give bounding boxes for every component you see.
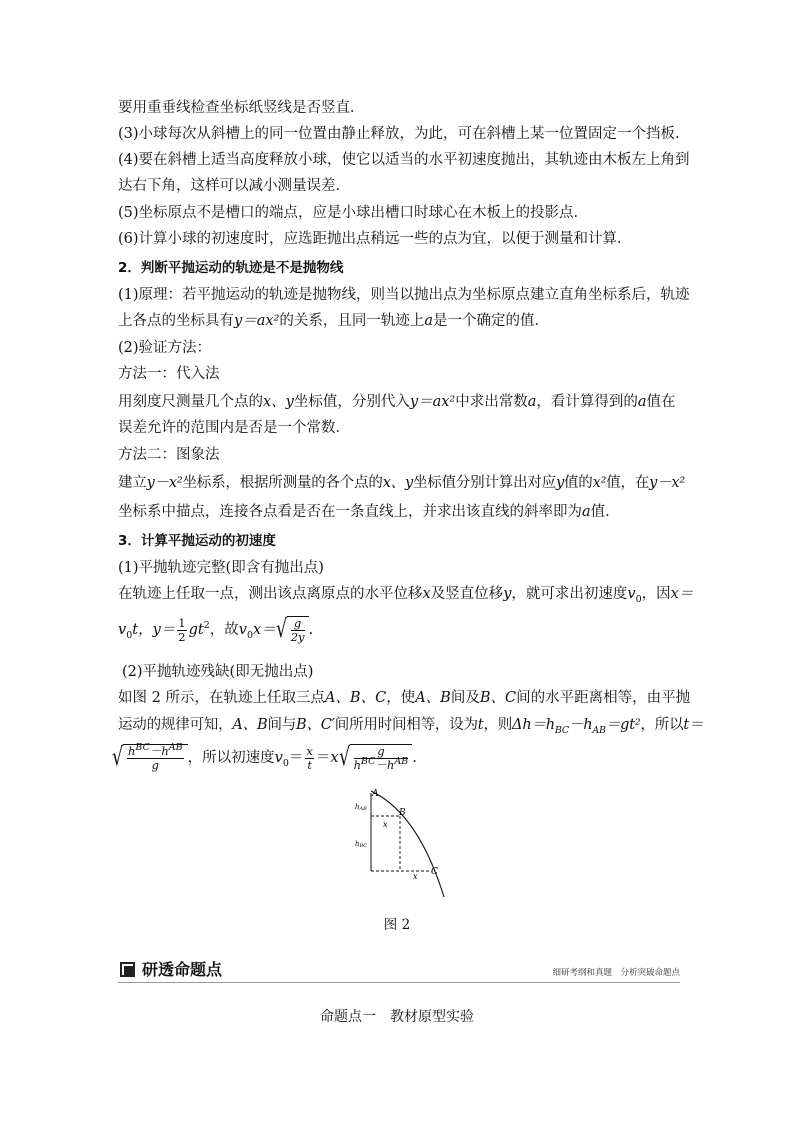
text-fragment: ，因 xyxy=(641,586,671,602)
numerator: $h^{BC}-h^{AB}$ xyxy=(128,742,183,758)
section-bar xyxy=(118,960,680,983)
superscript: BC xyxy=(360,756,376,768)
formula: y＝ax² xyxy=(234,313,280,329)
label-b: B xyxy=(399,808,406,818)
text-fragment: ，就可求出初速度 xyxy=(511,586,628,602)
text-fragment: 如图 2 所示，在轨迹上任取三点 xyxy=(118,690,325,706)
text-line: 要用重垂线检查坐标纸竖线是否竖直． xyxy=(118,100,365,116)
text-line: (3)小球每次从斜槽上的同一位置由静止释放，为此，可在斜槽上某一位置固定一个挡板． xyxy=(118,126,690,142)
section-heading: 2．判断平抛运动的轨迹是不是抛物线 xyxy=(118,260,344,276)
numerator: x xyxy=(306,743,313,758)
text-fragment: 值，在 xyxy=(606,475,650,491)
text-line: 达右下角，这样可以减小测量误差． xyxy=(118,178,350,194)
formula: ，y＝ xyxy=(138,622,176,638)
text-fragment: 运动的规律可知， xyxy=(118,717,233,733)
text-line xyxy=(118,688,690,708)
formula: gt xyxy=(188,622,204,638)
denominator: t xyxy=(307,757,312,772)
subscript: 0 xyxy=(635,593,642,605)
formula: x xyxy=(330,750,339,766)
topic-title: 命题点一 教材原型实验 xyxy=(320,1009,474,1025)
text-line: (1)平抛轨迹完整(即含有抛出点) xyxy=(118,560,324,576)
text-fragment: ，所以初速度 xyxy=(187,750,275,766)
text-fragment: 及竖直位移 xyxy=(430,586,504,602)
formula: A、B xyxy=(232,717,268,733)
text-fragment: ，故 xyxy=(209,622,239,638)
text-fragment: ，则 xyxy=(483,717,513,733)
section-icon xyxy=(120,962,135,977)
section-subtitle: 细研考纲和真题 分析突破命题点 xyxy=(552,968,680,978)
text-fragment: 值的 xyxy=(563,475,593,491)
subscript: 0 xyxy=(126,629,133,641)
formula: v xyxy=(274,750,283,766)
denominator: $h^{BC}-h^{AB}$ xyxy=(353,756,409,772)
formula: a xyxy=(582,504,591,520)
denominator: 2y xyxy=(290,630,305,644)
text-fragment: 间所用时间相等，设为 xyxy=(334,717,478,733)
text-fragment: 值在 xyxy=(646,394,676,410)
formula: y xyxy=(555,475,564,491)
text-line xyxy=(118,584,693,604)
trajectory-figure xyxy=(340,785,450,905)
text-fragment: 上各点的坐标具有 xyxy=(118,313,234,329)
text-fragment: ，所以 xyxy=(640,717,684,733)
text-line: (6)计算小球的初速度时，应选距抛出点稍远一些的点为宜，以便于测量和计算． xyxy=(118,231,632,247)
text-fragment: 间与 xyxy=(267,717,297,733)
square-root xyxy=(276,616,309,644)
text-line xyxy=(118,473,685,493)
formula: A、B、C xyxy=(324,690,387,706)
text-fragment: 是一个确定的值． xyxy=(432,313,549,329)
radical-sign: √ xyxy=(338,742,350,771)
subscript: BC xyxy=(554,724,569,736)
text-fragment: ，使 xyxy=(386,690,416,706)
subscript: AB xyxy=(592,724,606,736)
text-fragment: 用刻度尺测量几个点的 xyxy=(118,394,263,410)
superscript: 2 xyxy=(203,620,210,632)
text-line xyxy=(118,392,676,412)
text-fragment: 值． xyxy=(590,504,620,520)
subscript: 0 xyxy=(246,629,254,641)
text-fragment: ，看计算得到的 xyxy=(536,394,638,410)
formula: t xyxy=(477,717,484,733)
formula: B、C xyxy=(479,690,517,706)
fraction xyxy=(177,617,186,644)
formula: a xyxy=(637,394,647,410)
denominator: 2 xyxy=(178,629,186,644)
text-fragment: 坐标值，分别代入 xyxy=(293,394,410,410)
formula: a xyxy=(424,313,433,329)
formula: h xyxy=(128,744,136,758)
formula: y－x² xyxy=(649,475,685,491)
label-x-upper: x xyxy=(383,820,388,829)
numerator: g xyxy=(291,617,305,631)
formula: x、y xyxy=(382,475,413,491)
text-line: 误差允许的范围内是否是一个常数． xyxy=(118,420,350,436)
numerator: g xyxy=(354,745,409,759)
text-line: (2)验证方法： xyxy=(118,340,212,356)
formula: h xyxy=(161,744,169,758)
trajectory-curve xyxy=(371,791,444,897)
text-fragment: 间及 xyxy=(450,690,480,706)
numerator: 1 xyxy=(178,615,186,630)
text-line xyxy=(118,311,549,331)
subscript: 0 xyxy=(282,757,289,769)
text-line: √ $\frac{h^{BC}-h^{AB}}{g}$ ，所以初速度$v_0=$ $\frac{x}{t}$ ＝x √ $\frac{g}{h^{BC}-h^{AB}}$ . xyxy=(112,742,417,772)
formula: t＝ xyxy=(683,717,704,733)
formula: x² xyxy=(592,475,607,491)
denominator: g xyxy=(151,758,159,772)
label-h-ab: hAB xyxy=(355,803,367,812)
label-a: A xyxy=(372,789,379,799)
formula: y－x² xyxy=(146,475,183,491)
formula: y xyxy=(503,586,512,602)
text-fragment: 坐标值分别计算出对应 xyxy=(412,475,556,491)
superscript: BC xyxy=(135,742,150,754)
text-fragment: 坐标系中描点，连接各点看是否在一条直线上，并求出该直线的斜率即为 xyxy=(118,504,582,520)
formula: B、C′ xyxy=(296,717,335,733)
fraction xyxy=(291,617,305,644)
formula: v xyxy=(238,622,247,638)
formula: a xyxy=(527,394,537,410)
fraction xyxy=(127,742,184,772)
formula: x、y xyxy=(263,394,294,410)
text-fragment: 中求出常数 xyxy=(455,394,528,410)
section-title: 研透命题点 xyxy=(142,960,223,979)
formula: y＝ax² xyxy=(409,394,456,410)
radical-sign: √ xyxy=(112,742,124,771)
label-c: C xyxy=(431,867,438,877)
formula: ＝gt² xyxy=(605,717,641,733)
square-root xyxy=(112,744,188,772)
formula: x＝ xyxy=(253,622,276,638)
text-line: 方法二：图象法 xyxy=(118,447,220,463)
text-line xyxy=(118,715,703,735)
fraction xyxy=(305,745,314,772)
text-fragment: 在轨迹上任取一点，测出该点离原点的水平位移 xyxy=(118,586,423,602)
text-line: (5)坐标原点不是槽口的端点，应是小球出槽口时球心在木板上的投影点． xyxy=(118,205,589,221)
formula: A、B xyxy=(415,690,451,706)
text-fragment: 坐标系，根据所测量的各个点的 xyxy=(182,475,383,491)
formula: t xyxy=(132,622,139,638)
text-fragment: 建立 xyxy=(118,475,147,491)
square-root xyxy=(339,744,413,772)
label-x-lower: x xyxy=(413,872,418,881)
formula: h xyxy=(386,758,395,772)
formula: x＝ xyxy=(670,586,694,602)
text-line: (4)要在斜槽上适当高度释放小球，使它以适当的水平初速度抛出，其轨迹由木板左上角到 xyxy=(118,152,690,168)
text-line: $v_0t$，y＝ $\frac{1}{2}$ $gt^2$，故$v_0x=$ √ $\frac{g}{2y}$ . xyxy=(118,614,314,644)
section-heading: 3．计算平抛运动的初速度 xyxy=(118,533,276,549)
superscript: AB xyxy=(394,756,409,768)
formula: v xyxy=(627,586,636,602)
formula: －h xyxy=(568,717,593,733)
superscript: AB xyxy=(168,742,183,754)
fraction xyxy=(354,745,409,772)
formula: h xyxy=(353,758,361,772)
formula: Δh＝h xyxy=(512,717,555,733)
radical-sign: √ xyxy=(275,614,287,643)
label-h-bc: hBC xyxy=(355,840,368,849)
text-fragment: 间的水平距离相等，由平抛 xyxy=(516,690,691,706)
text-line xyxy=(118,502,620,522)
formula: v xyxy=(118,622,127,638)
figure-caption: 图 2 xyxy=(383,917,411,933)
text-line: (1)原理：若平抛运动的轨迹是抛物线，则当以抛出点为坐标原点建立直角坐标系后，轨迹 xyxy=(118,287,690,303)
text-line: (2)平抛轨迹残缺(即无抛出点) xyxy=(122,664,314,680)
text-fragment: 的关系，且同一轨迹上 xyxy=(279,313,425,329)
text-line: 方法一：代入法 xyxy=(118,366,220,382)
formula: x xyxy=(422,586,431,602)
